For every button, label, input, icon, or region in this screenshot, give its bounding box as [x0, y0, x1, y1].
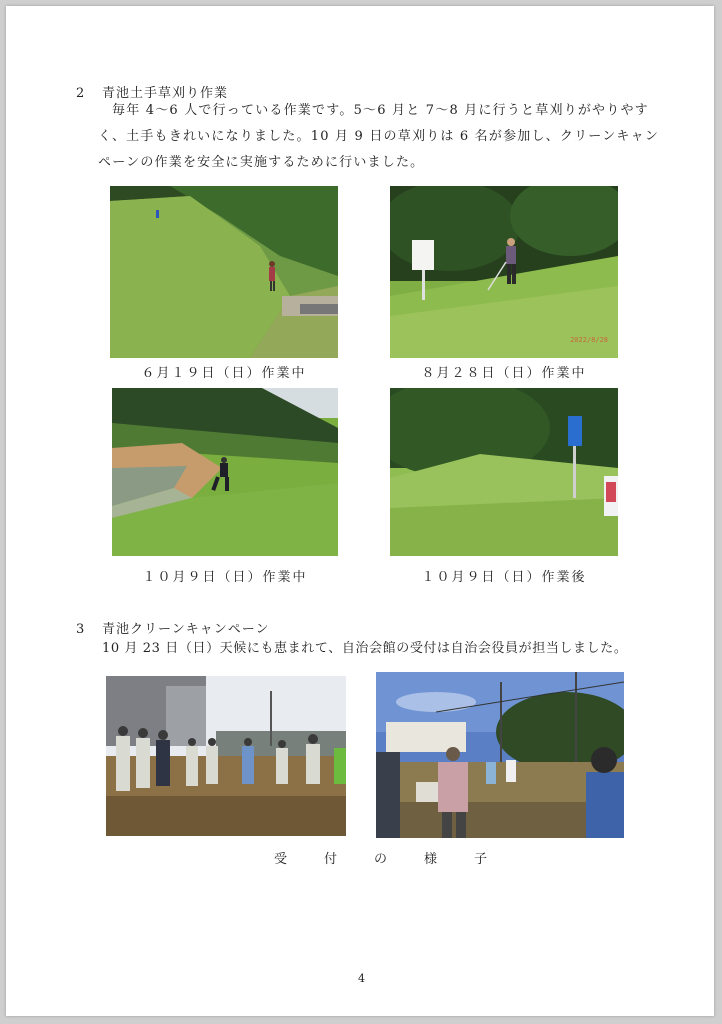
caption-october-9-working: １０月９日（日）作業中: [142, 570, 308, 585]
page-number: 4: [358, 972, 365, 985]
section-3-number: 3: [76, 622, 86, 637]
section-2-line-1: 毎年 4～6 人で行っている作業です。5～6 月と 7～8 月に行うと草刈りがやりやす: [112, 103, 649, 118]
photo-reception-left: [106, 676, 346, 836]
photo-june-19: [110, 186, 338, 358]
photo-date-stamp: 2022/8/28: [570, 336, 608, 344]
section-3-paragraph: 10 月 23 日（日）天候にも恵まれて、自治会館の受付は自治会役員が担当しました。: [102, 641, 628, 656]
section-3-title: 青池クリーンキャンペーン: [102, 622, 270, 637]
caption-october-9-after: １０月９日（日）作業後: [421, 570, 587, 585]
caption-june-19: ６月１９日（日）作業中: [141, 366, 307, 381]
section-2-number: 2: [76, 86, 86, 101]
section-2-line-2: く、土手もきれいになりました。10 月 9 日の草刈りは 6 名が参加し、クリーンキャン: [98, 129, 660, 144]
section-3-heading: [76, 618, 269, 637]
section-2-title: 青池土手草刈り作業: [102, 86, 229, 101]
section-2-paragraph: [98, 98, 678, 176]
photo-reception-right: [376, 672, 624, 838]
photo-october-9-after: [390, 388, 618, 556]
photo-october-9-working: [112, 388, 338, 556]
caption-reception: 受付の様子: [274, 852, 525, 867]
caption-august-28: ８月２８日（日）作業中: [421, 366, 587, 381]
document-page: [6, 6, 714, 1016]
section-2-line-3: ペーンの作業を安全に実施するために行いました。: [98, 155, 425, 170]
photo-august-28: [390, 186, 618, 358]
